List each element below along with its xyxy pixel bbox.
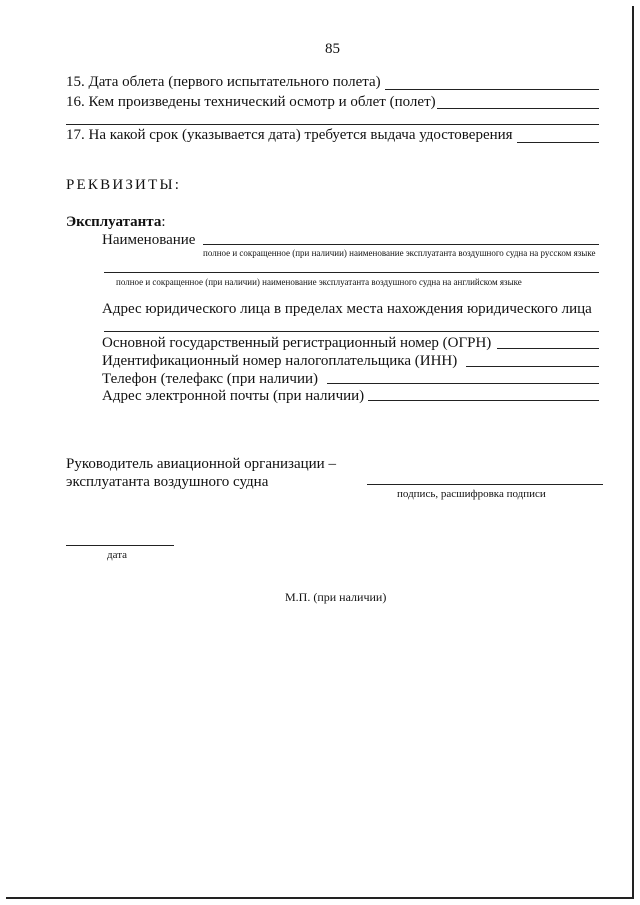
email-label: Адрес электронной почты (при наличии) <box>102 388 365 404</box>
item-15-field[interactable] <box>385 89 599 90</box>
address-label: Адрес юридического лица в пределах места нахождения юридического лица <box>102 301 592 317</box>
stamp-label: М.П. (при наличии) <box>285 590 387 604</box>
name-ru-caption: полное и сокращенное (при наличии) наименование эксплуатанта воздушного судна на русском языке <box>203 248 596 258</box>
ogrn-label: Основной государственный регистрационный номер (ОГРН) <box>102 335 492 351</box>
item-17-label: 17. На какой срок (указывается дата) требуется выдача удостоверения <box>66 127 513 143</box>
operator-colon: : <box>161 214 166 230</box>
date-caption: дата <box>107 549 128 561</box>
signature-caption: подпись, расшифровка подписи <box>397 488 546 500</box>
head-line-1: Руководитель авиационной организации – <box>66 456 336 472</box>
ogrn-field[interactable] <box>497 348 599 349</box>
item-17-field[interactable] <box>517 142 599 143</box>
item-15-label: 15. Дата облета (первого испытательного полета) <box>66 74 381 90</box>
name-en-caption: полное и сокращенное (при наличии) наименование эксплуатанта воздушного судна на английском языке <box>116 277 522 287</box>
operator-heading <box>66 213 166 231</box>
name-ru-field[interactable] <box>203 244 599 245</box>
item-16-label: 16. Кем произведены технический осмотр и облет (полет) <box>66 94 436 110</box>
email-field[interactable] <box>368 400 599 401</box>
inn-label: Идентификационный номер налогоплательщика (ИНН) <box>102 353 458 369</box>
name-label: Наименование <box>102 232 196 248</box>
date-field[interactable] <box>66 545 174 546</box>
head-line-2: эксплуатанта воздушного судна <box>66 474 269 490</box>
item-16-field[interactable] <box>437 108 599 109</box>
operator-label: Эксплуатанта <box>66 214 162 230</box>
phone-label: Телефон (телефакс (при наличии) <box>102 371 319 387</box>
phone-field[interactable] <box>327 383 599 384</box>
name-en-field[interactable] <box>104 272 599 273</box>
requisites-heading: РЕКВИЗИТЫ: <box>66 177 182 193</box>
signature-field[interactable] <box>367 484 603 485</box>
inn-field[interactable] <box>466 366 599 367</box>
item-16-field-extra[interactable] <box>66 124 599 125</box>
page-number: 85 <box>325 41 340 57</box>
address-field[interactable] <box>104 331 599 332</box>
